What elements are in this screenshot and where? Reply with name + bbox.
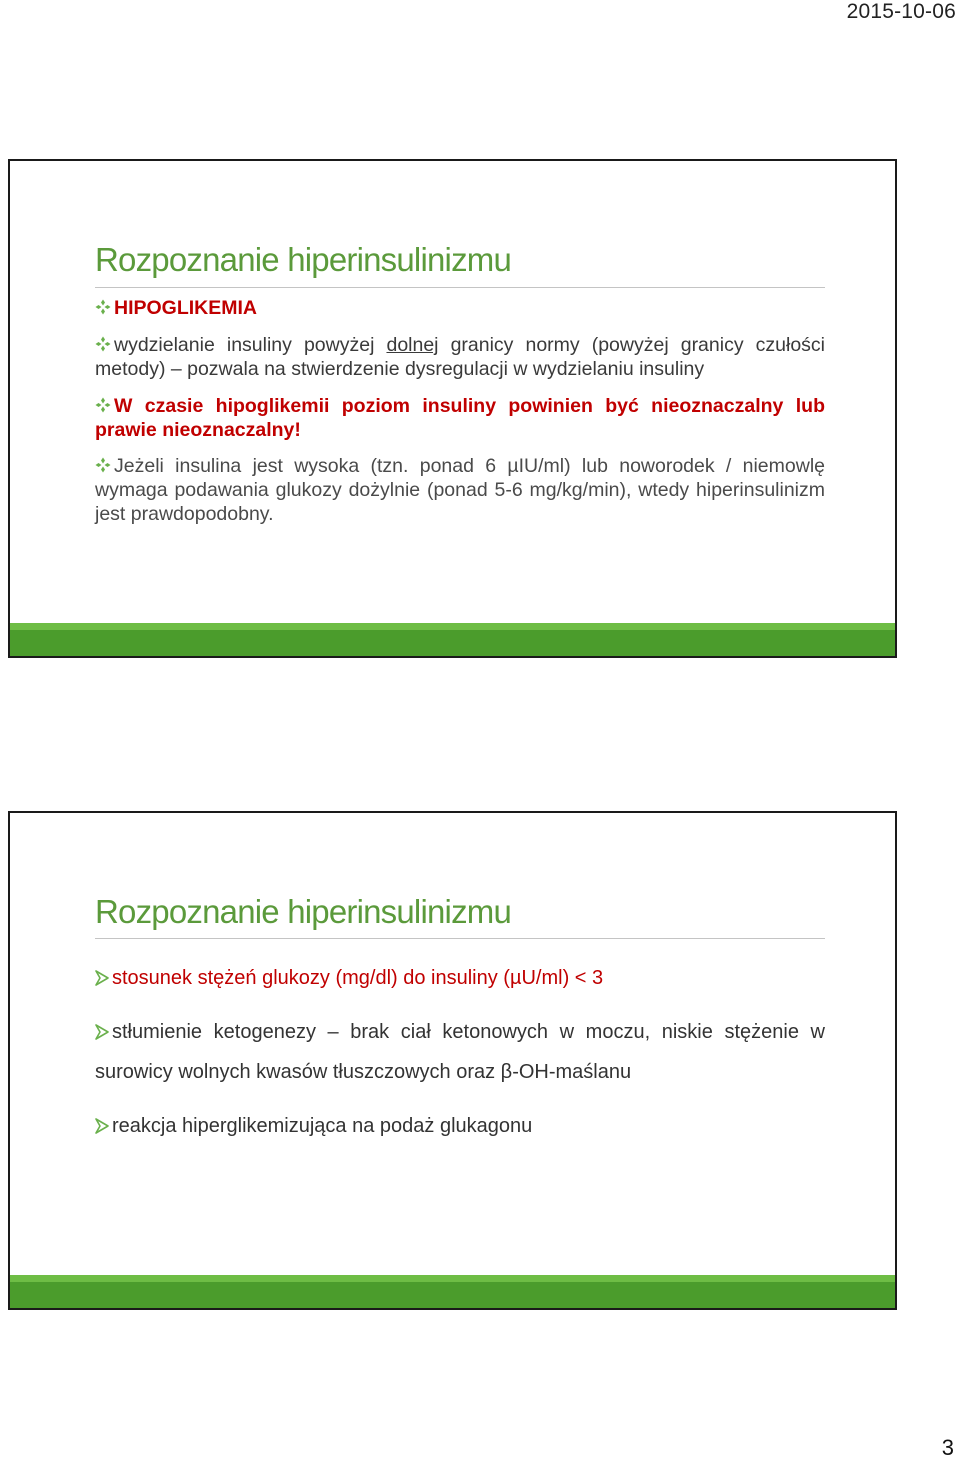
bullet-text: reakcja hiperglikemizująca na podaż glukagonu	[112, 1115, 533, 1137]
bullet-text-end: granicy normy (powyżej granicy czułości metody) – pozwala na stwierdzenie dysregulacji w wydzielaniu insuliny	[95, 334, 825, 380]
diamond-icon	[95, 457, 111, 473]
bullet-text-start: wydzielanie insuliny powyżej	[114, 334, 387, 356]
bullet-list	[95, 958, 825, 1146]
diamond-icon	[95, 397, 111, 413]
arrow-bullet-icon	[95, 970, 109, 986]
page-number: 3	[941, 1435, 954, 1460]
diamond-icon	[95, 299, 111, 315]
slide-footer-bar	[10, 623, 895, 656]
bullet-list	[95, 296, 825, 526]
slide-1	[8, 159, 897, 658]
footer-stripe-light	[10, 623, 895, 630]
bullet-text: HIPOGLIKEMIA	[114, 297, 258, 319]
list-item	[95, 394, 825, 442]
list-item	[95, 958, 825, 998]
slide-title: Rozpoznanie hiperinsulinizmu	[95, 893, 512, 930]
footer-stripe-dark	[10, 1282, 895, 1308]
bullet-text: stłumienie ketogenezy – brak ciał ketonowych w moczu, niskie stężenie w surowicy wolnych kwasów tłuszczowych oraz β-OH-maślanu	[95, 1021, 825, 1083]
list-item	[95, 1106, 825, 1146]
bullet-text: W czasie hipoglikemii poziom insuliny powinien być nieoznaczalny lub prawie nieoznaczalny!	[95, 395, 825, 441]
arrow-bullet-icon	[95, 1118, 109, 1134]
arrow-bullet-icon	[95, 1024, 109, 1040]
list-item	[95, 454, 825, 526]
underlined-word: dolnej	[386, 334, 439, 356]
page-date: 2015-10-06	[846, 0, 956, 23]
bullet-text: Jeżeli insulina jest wysoka (tzn. ponad 6 µIU/ml) lub noworodek / niemowlę wymaga podawania glukozy dożylnie (ponad 5-6 mg/kg/min), wtedy hiperinsulinizm jest prawdopodobny.	[95, 455, 825, 525]
diamond-icon	[95, 336, 111, 352]
list-item	[95, 1012, 825, 1092]
title-divider	[95, 287, 825, 288]
bullet-text: stosunek stężeń glukozy (mg/dl) do insuliny (µU/ml) < 3	[112, 967, 604, 989]
slide-title: Rozpoznanie hiperinsulinizmu	[95, 241, 512, 278]
list-item	[95, 333, 825, 381]
title-divider	[95, 938, 825, 939]
footer-stripe-dark	[10, 630, 895, 656]
slide-2	[8, 811, 897, 1310]
slide-footer-bar	[10, 1275, 895, 1308]
list-item	[95, 296, 825, 320]
footer-stripe-light	[10, 1275, 895, 1282]
